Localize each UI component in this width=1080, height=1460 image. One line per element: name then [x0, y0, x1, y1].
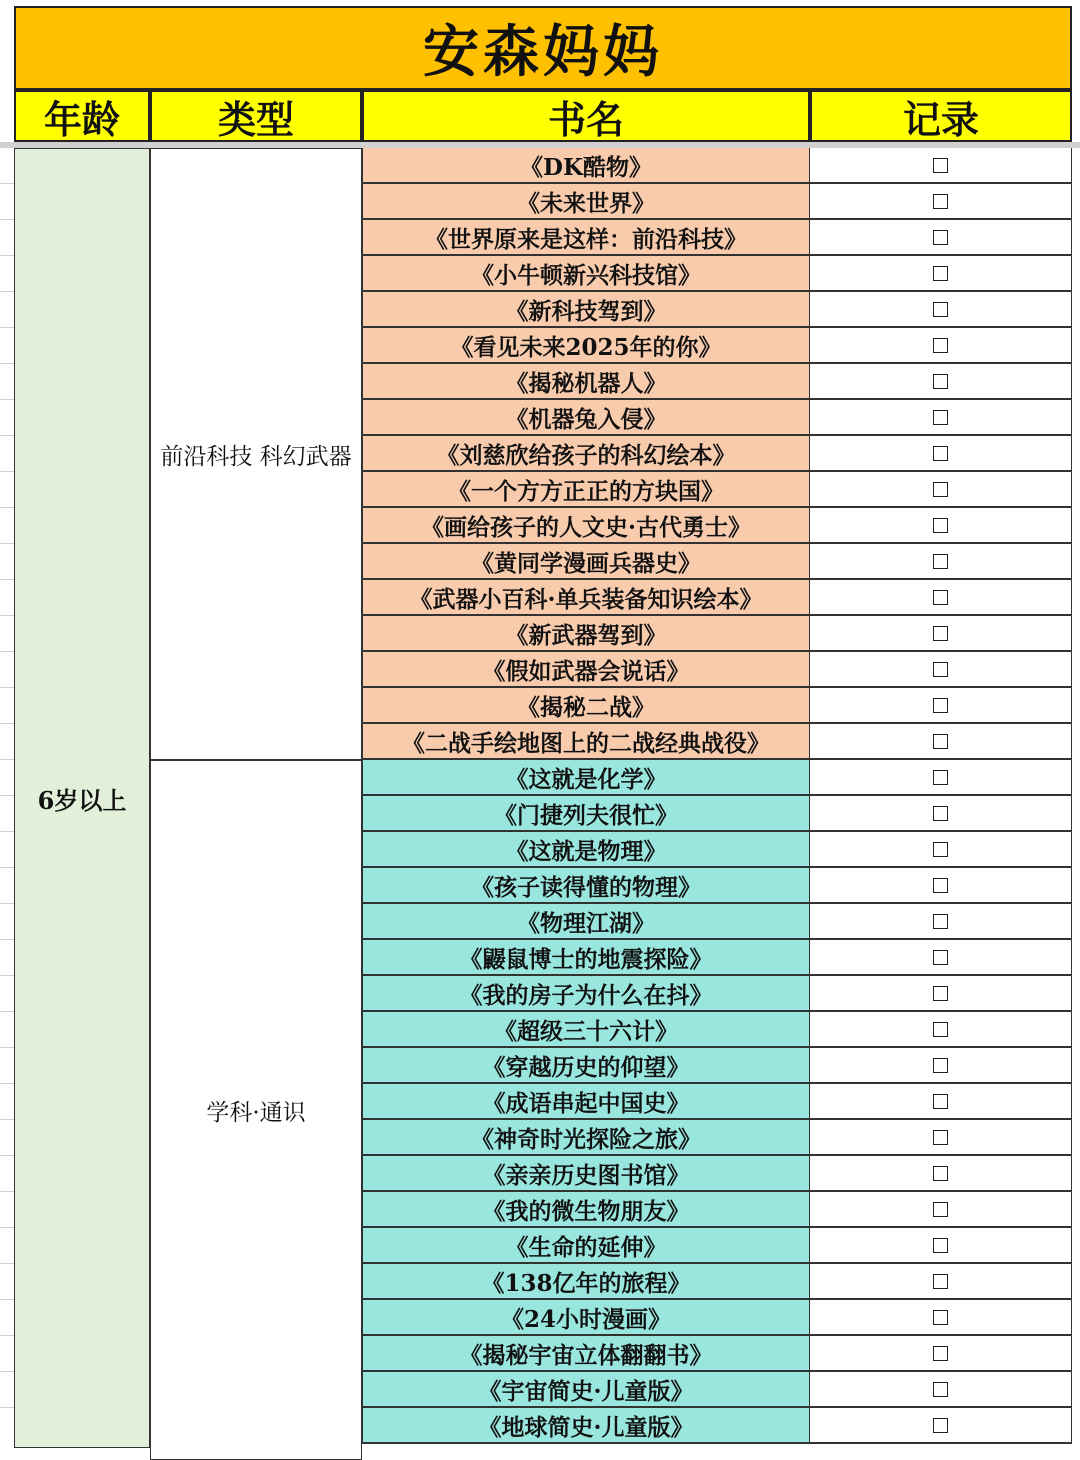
- book-title-cell: 《138亿年的旅程》: [362, 1264, 810, 1300]
- record-checkbox[interactable]: [933, 1382, 948, 1397]
- record-cell: [810, 1012, 1072, 1048]
- record-checkbox[interactable]: [933, 1058, 948, 1073]
- record-checkbox[interactable]: [933, 734, 948, 749]
- record-checkbox[interactable]: [933, 302, 948, 317]
- book-title-cell: 《DK酷物》: [362, 148, 810, 184]
- sheet-title: 安森妈妈: [14, 6, 1072, 90]
- record-cell: [810, 616, 1072, 652]
- book-title-cell: 《24小时漫画》: [362, 1300, 810, 1336]
- book-title-cell: 《新科技驾到》: [362, 292, 810, 328]
- record-cell: [810, 688, 1072, 724]
- book-title-cell: 《世界原来是这样：前沿科技》: [362, 220, 810, 256]
- record-cell: [810, 868, 1072, 904]
- header-record: 记录: [810, 90, 1072, 142]
- record-checkbox[interactable]: [933, 1166, 948, 1181]
- record-checkbox[interactable]: [933, 770, 948, 785]
- record-checkbox[interactable]: [933, 1346, 948, 1361]
- record-checkbox[interactable]: [933, 410, 948, 425]
- record-checkbox[interactable]: [933, 698, 948, 713]
- record-cell: [810, 544, 1072, 580]
- age-group-cell: 6岁以上: [14, 148, 150, 1448]
- book-title-cell: 《神奇时光探险之旅》: [362, 1120, 810, 1156]
- record-cell: [810, 436, 1072, 472]
- book-title-cell: 《孩子读得懂的物理》: [362, 868, 810, 904]
- record-cell: [810, 292, 1072, 328]
- record-checkbox[interactable]: [933, 914, 948, 929]
- record-cell: [810, 220, 1072, 256]
- book-title-cell: 《武器小百科·单兵装备知识绘本》: [362, 580, 810, 616]
- book-title-cell: 《我的微生物朋友》: [362, 1192, 810, 1228]
- record-cell: [810, 1156, 1072, 1192]
- record-checkbox[interactable]: [933, 590, 948, 605]
- record-checkbox[interactable]: [933, 806, 948, 821]
- record-cell: [810, 1084, 1072, 1120]
- book-title-cell: 《地球简史·儿童版》: [362, 1408, 810, 1444]
- record-checkbox[interactable]: [933, 230, 948, 245]
- book-title-cell: 《未来世界》: [362, 184, 810, 220]
- book-title-cell: 《亲亲历史图书馆》: [362, 1156, 810, 1192]
- record-checkbox[interactable]: [933, 482, 948, 497]
- book-title-cell: 《穿越历史的仰望》: [362, 1048, 810, 1084]
- record-checkbox[interactable]: [933, 266, 948, 281]
- record-checkbox[interactable]: [933, 1202, 948, 1217]
- record-cell: [810, 724, 1072, 760]
- record-cell: [810, 796, 1072, 832]
- book-title-cell: 《这就是物理》: [362, 832, 810, 868]
- record-cell: [810, 328, 1072, 364]
- book-title-cell: 《生命的延伸》: [362, 1228, 810, 1264]
- book-title-cell: 《成语串起中国史》: [362, 1084, 810, 1120]
- book-title-cell: 《揭秘机器人》: [362, 364, 810, 400]
- book-title-cell: 《刘慈欣给孩子的科幻绘本》: [362, 436, 810, 472]
- book-title-cell: 《假如武器会说话》: [362, 652, 810, 688]
- book-title-cell: 《揭秘二战》: [362, 688, 810, 724]
- book-title-cell: 《宇宙简史·儿童版》: [362, 1372, 810, 1408]
- record-checkbox[interactable]: [933, 986, 948, 1001]
- record-checkbox-list: [810, 148, 1072, 1444]
- record-cell: [810, 1408, 1072, 1444]
- record-cell: [810, 832, 1072, 868]
- record-checkbox[interactable]: [933, 1094, 948, 1109]
- record-cell: [810, 472, 1072, 508]
- book-title-cell: 《二战手绘地图上的二战经典战役》: [362, 724, 810, 760]
- book-title-cell: 《机器兔入侵》: [362, 400, 810, 436]
- record-cell: [810, 256, 1072, 292]
- record-checkbox[interactable]: [933, 374, 948, 389]
- record-cell: [810, 1192, 1072, 1228]
- record-checkbox[interactable]: [933, 1022, 948, 1037]
- record-checkbox[interactable]: [933, 1310, 948, 1325]
- record-cell: [810, 364, 1072, 400]
- record-cell: [810, 976, 1072, 1012]
- record-cell: [810, 1264, 1072, 1300]
- record-checkbox[interactable]: [933, 842, 948, 857]
- record-checkbox[interactable]: [933, 950, 948, 965]
- record-cell: [810, 1300, 1072, 1336]
- record-checkbox[interactable]: [933, 878, 948, 893]
- category-cell-subjects: 学科·通识: [150, 760, 362, 1460]
- record-checkbox[interactable]: [933, 1130, 948, 1145]
- book-title-cell: 《揭秘宇宙立体翻翻书》: [362, 1336, 810, 1372]
- record-checkbox[interactable]: [933, 338, 948, 353]
- record-cell: [810, 1228, 1072, 1264]
- record-cell: [810, 652, 1072, 688]
- record-cell: [810, 1120, 1072, 1156]
- record-cell: [810, 184, 1072, 220]
- record-checkbox[interactable]: [933, 662, 948, 677]
- record-checkbox[interactable]: [933, 554, 948, 569]
- book-list: [362, 148, 810, 1444]
- record-cell: [810, 760, 1072, 796]
- record-cell: [810, 940, 1072, 976]
- record-cell: [810, 1048, 1072, 1084]
- record-checkbox[interactable]: [933, 626, 948, 641]
- book-title-cell: 《这就是化学》: [362, 760, 810, 796]
- book-title-cell: 《物理江湖》: [362, 904, 810, 940]
- record-checkbox[interactable]: [933, 1274, 948, 1289]
- header-type: 类型: [150, 90, 362, 142]
- book-title-cell: 《画给孩子的人文史·古代勇士》: [362, 508, 810, 544]
- record-cell: [810, 904, 1072, 940]
- category-cell-tech: 前沿科技 科幻武器: [150, 148, 362, 760]
- book-title-cell: 《新武器驾到》: [362, 616, 810, 652]
- header-age: 年龄: [14, 90, 150, 142]
- record-cell: [810, 1336, 1072, 1372]
- book-title-cell: 《小牛顿新兴科技馆》: [362, 256, 810, 292]
- record-checkbox[interactable]: [933, 194, 948, 209]
- book-title-cell: 《门捷列夫很忙》: [362, 796, 810, 832]
- header-book: 书名: [362, 90, 810, 142]
- record-checkbox[interactable]: [933, 518, 948, 533]
- record-cell: [810, 400, 1072, 436]
- record-cell: [810, 580, 1072, 616]
- book-title-cell: 《看见未来2025年的你》: [362, 328, 810, 364]
- book-title-cell: 《鼹鼠博士的地震探险》: [362, 940, 810, 976]
- book-title-cell: 《超级三十六计》: [362, 1012, 810, 1048]
- record-checkbox[interactable]: [933, 158, 948, 173]
- book-title-cell: 《我的房子为什么在抖》: [362, 976, 810, 1012]
- record-checkbox[interactable]: [933, 446, 948, 461]
- row-gutter: [0, 148, 14, 1440]
- book-title-cell: 《一个方方正正的方块国》: [362, 472, 810, 508]
- record-cell: [810, 1372, 1072, 1408]
- record-cell: [810, 148, 1072, 184]
- book-title-cell: 《黄同学漫画兵器史》: [362, 544, 810, 580]
- record-checkbox[interactable]: [933, 1238, 948, 1253]
- record-cell: [810, 508, 1072, 544]
- record-checkbox[interactable]: [933, 1418, 948, 1433]
